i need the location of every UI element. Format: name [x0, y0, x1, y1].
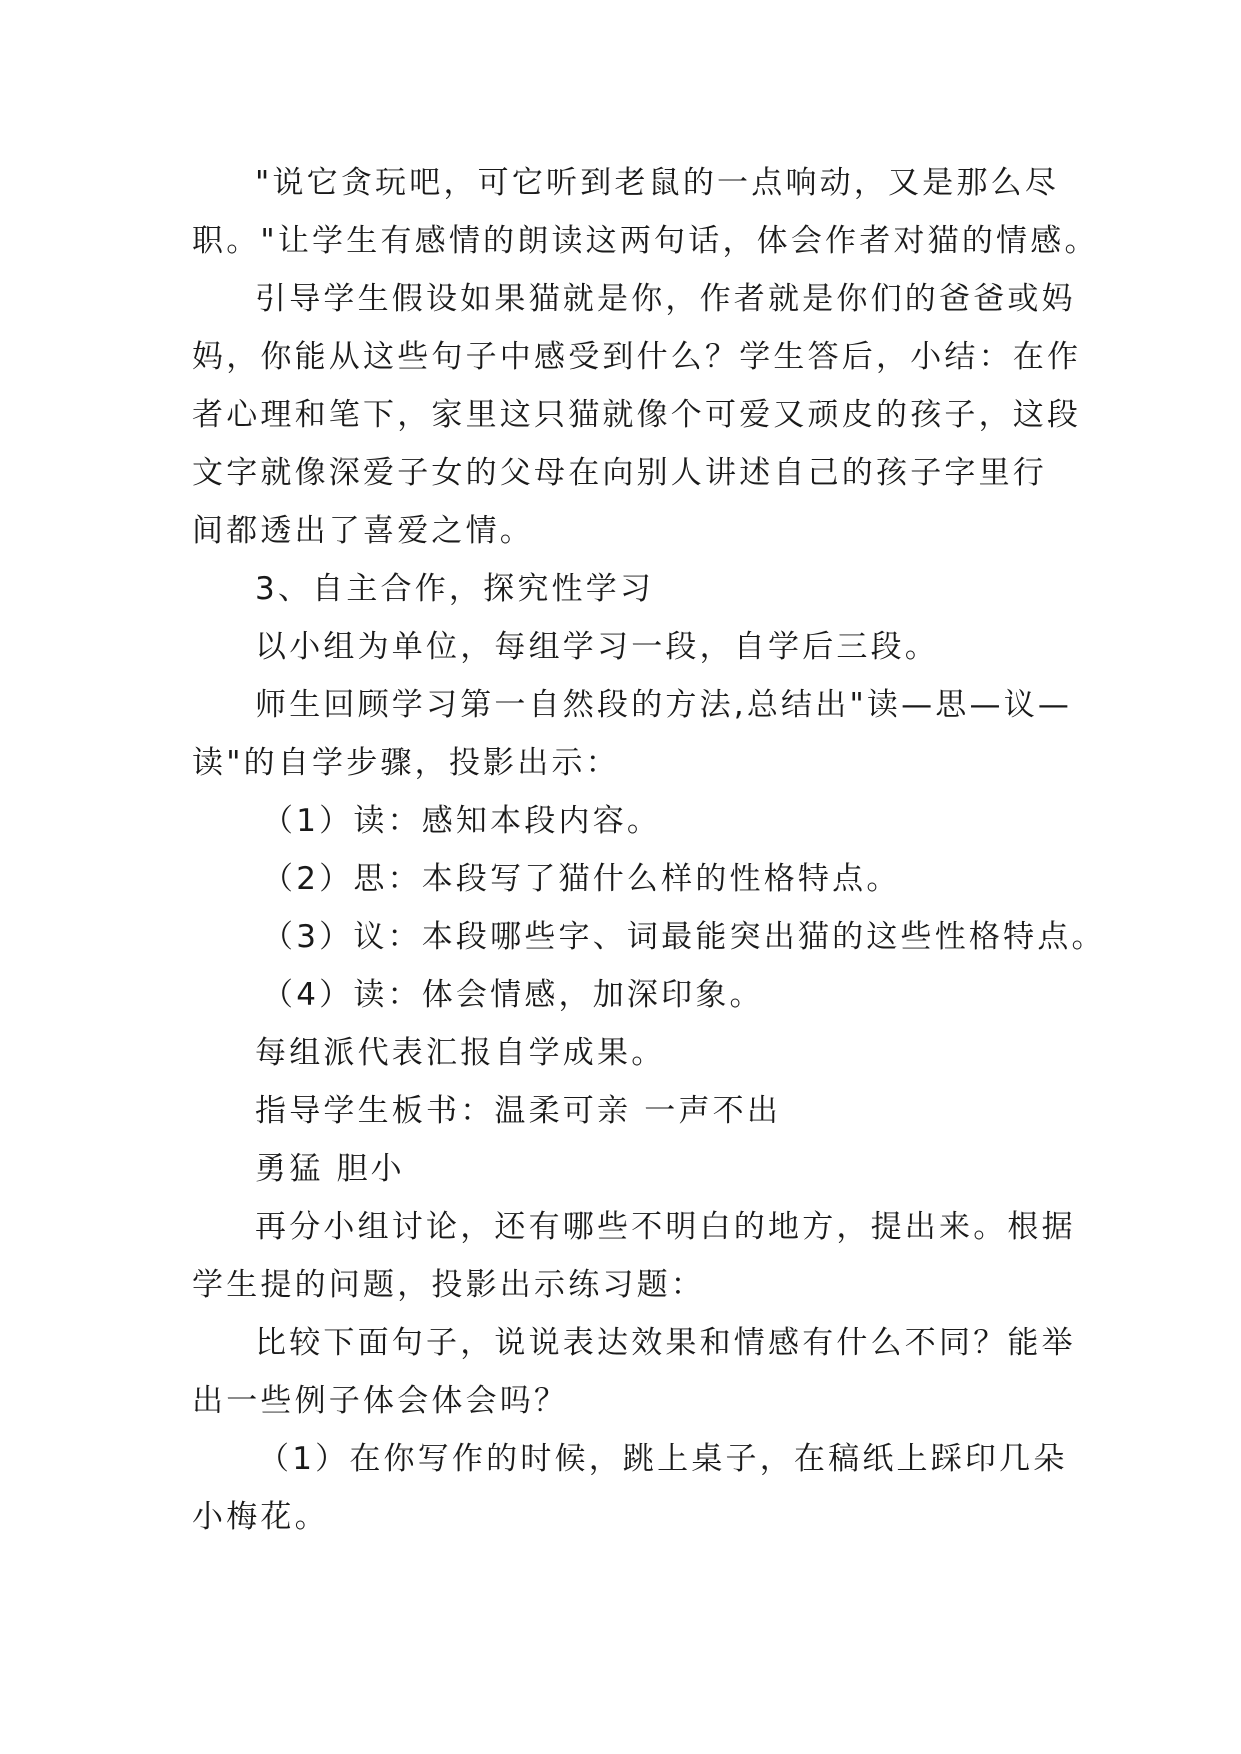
paragraph-line: 再分小组讨论，还有哪些不明白的地方，提出来。根据 — [255, 1209, 1076, 1245]
paragraph-line: "说它贪玩吧，可它听到老鼠的一点响动，又是那么尽 — [255, 165, 1060, 201]
paragraph-line: 指导学生板书：温柔可亲 一声不出 — [255, 1093, 782, 1129]
section-heading: 3、自主合作，探究性学习 — [255, 571, 655, 607]
paragraph-line: 以小组为单位，每组学习一段，自学后三段。 — [255, 629, 939, 665]
paragraph-line: 师生回顾学习第一自然段的方法,总结出"读—思—议— — [255, 687, 1073, 723]
paragraph-line: 勇猛 胆小 — [255, 1151, 405, 1187]
paragraph-line: 学生提的问题，投影出示练习题： — [192, 1267, 705, 1303]
list-item: （2）思：本段写了猫什么样的性格特点。 — [262, 861, 901, 897]
paragraph-line: 引导学生假设如果猫就是你，作者就是你们的爸爸或妈 — [255, 281, 1076, 317]
paragraph-line: 职。"让学生有感情的朗读这两句话，体会作者对猫的情感。 — [192, 223, 1099, 259]
paragraph-line: 出一些例子体会体会吗？ — [192, 1383, 569, 1419]
paragraph-line: 妈，你能从这些句子中感受到什么？学生答后，小结：在作 — [192, 339, 1082, 375]
list-item: （3）议：本段哪些字、词最能突出猫的这些性格特点。 — [262, 919, 1106, 955]
paragraph-line: 文字就像深爱子女的父母在向别人讲述自己的孩子字里行 — [192, 455, 1047, 491]
paragraph-line: 者心理和笔下，家里这只猫就像个可爱又顽皮的孩子，这段 — [192, 397, 1082, 433]
paragraph-line: 小梅花。 — [192, 1499, 329, 1535]
list-item: （4）读：体会情感，加深印象。 — [262, 977, 764, 1013]
paragraph-line: 每组派代表汇报自学成果。 — [255, 1035, 666, 1071]
list-item: （1）读：感知本段内容。 — [262, 803, 662, 839]
list-item: （1）在你写作的时候，跳上桌子，在稿纸上踩印几朵 — [258, 1441, 1068, 1477]
document-body — [192, 154, 1106, 1546]
paragraph-line: 比较下面句子，说说表达效果和情感有什么不同？能举 — [255, 1325, 1076, 1361]
paragraph-line: 间都透出了喜爱之情。 — [192, 513, 534, 549]
paragraph-line: 读"的自学步骤，投影出示： — [192, 745, 620, 781]
